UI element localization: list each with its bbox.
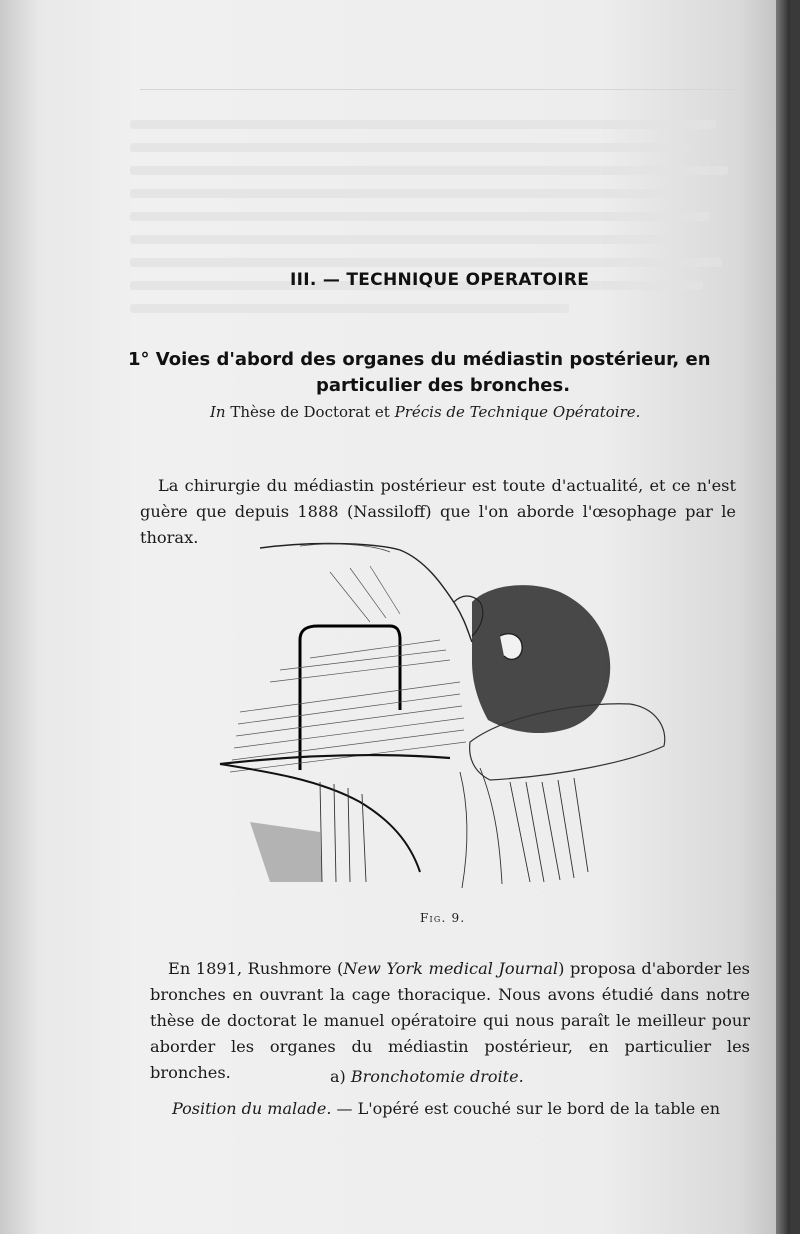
reference-italic: Précis de Technique Opératoire.: [394, 403, 641, 421]
paragraph-2-start: En 1891, Rushmore (: [168, 959, 344, 979]
subsection-prefix: a): [330, 1067, 346, 1086]
section-title: III. — TECHNIQUE OPERATOIRE: [290, 270, 590, 290]
reference-text: Thèse de Doctorat et: [230, 403, 390, 421]
subsection-heading: [330, 1067, 524, 1086]
bleed-through-header: [140, 72, 740, 90]
paragraph-3-lead: Position du malade.: [172, 1099, 332, 1118]
paragraph-1: La chirurgie du médiastin postérieur est toute d'actualité, et ce n'est guère que depuis 1888 (Nassiloff) que l'on aborde l'œsophage par le thorax.: [140, 476, 736, 548]
paragraph-3: [172, 1099, 752, 1118]
table-edge: [220, 755, 450, 764]
subsection-title: [128, 347, 748, 399]
figure-caption: Fig. 9.: [420, 911, 466, 925]
subsection-title-line2: particulier des bronches.: [315, 375, 571, 396]
page-edge-shadow: [776, 0, 790, 1234]
figure-9-illustration: [210, 532, 680, 892]
paragraph-2-end: ) proposa d'aborder les bronches en ouvrant la cage thoracique. Nous avons étudié dans notre thèse de doctorat le manuel opératoire qui nous paraît le meilleur pour aborder les organes du médiastin postérieur, en particulier les bronches.: [150, 959, 750, 1083]
body-hatching: [230, 566, 466, 772]
journal-title: New York medical Journal: [343, 959, 559, 979]
reference-line: [210, 403, 730, 421]
subsection-title-line1: 1° Voies d'abord des organes du médiastin postérieur, en: [128, 349, 711, 370]
reference-prefix: In: [210, 403, 226, 421]
bleed-through-text: [130, 120, 740, 327]
subsection-a-title: Bronchotomie droite.: [350, 1067, 524, 1086]
paragraph-3-text: — L'opéré est couché sur le bord de la table en: [331, 1099, 721, 1118]
shadow-region: [250, 822, 322, 882]
drape-folds: [320, 768, 588, 888]
head-hair: [472, 585, 610, 733]
